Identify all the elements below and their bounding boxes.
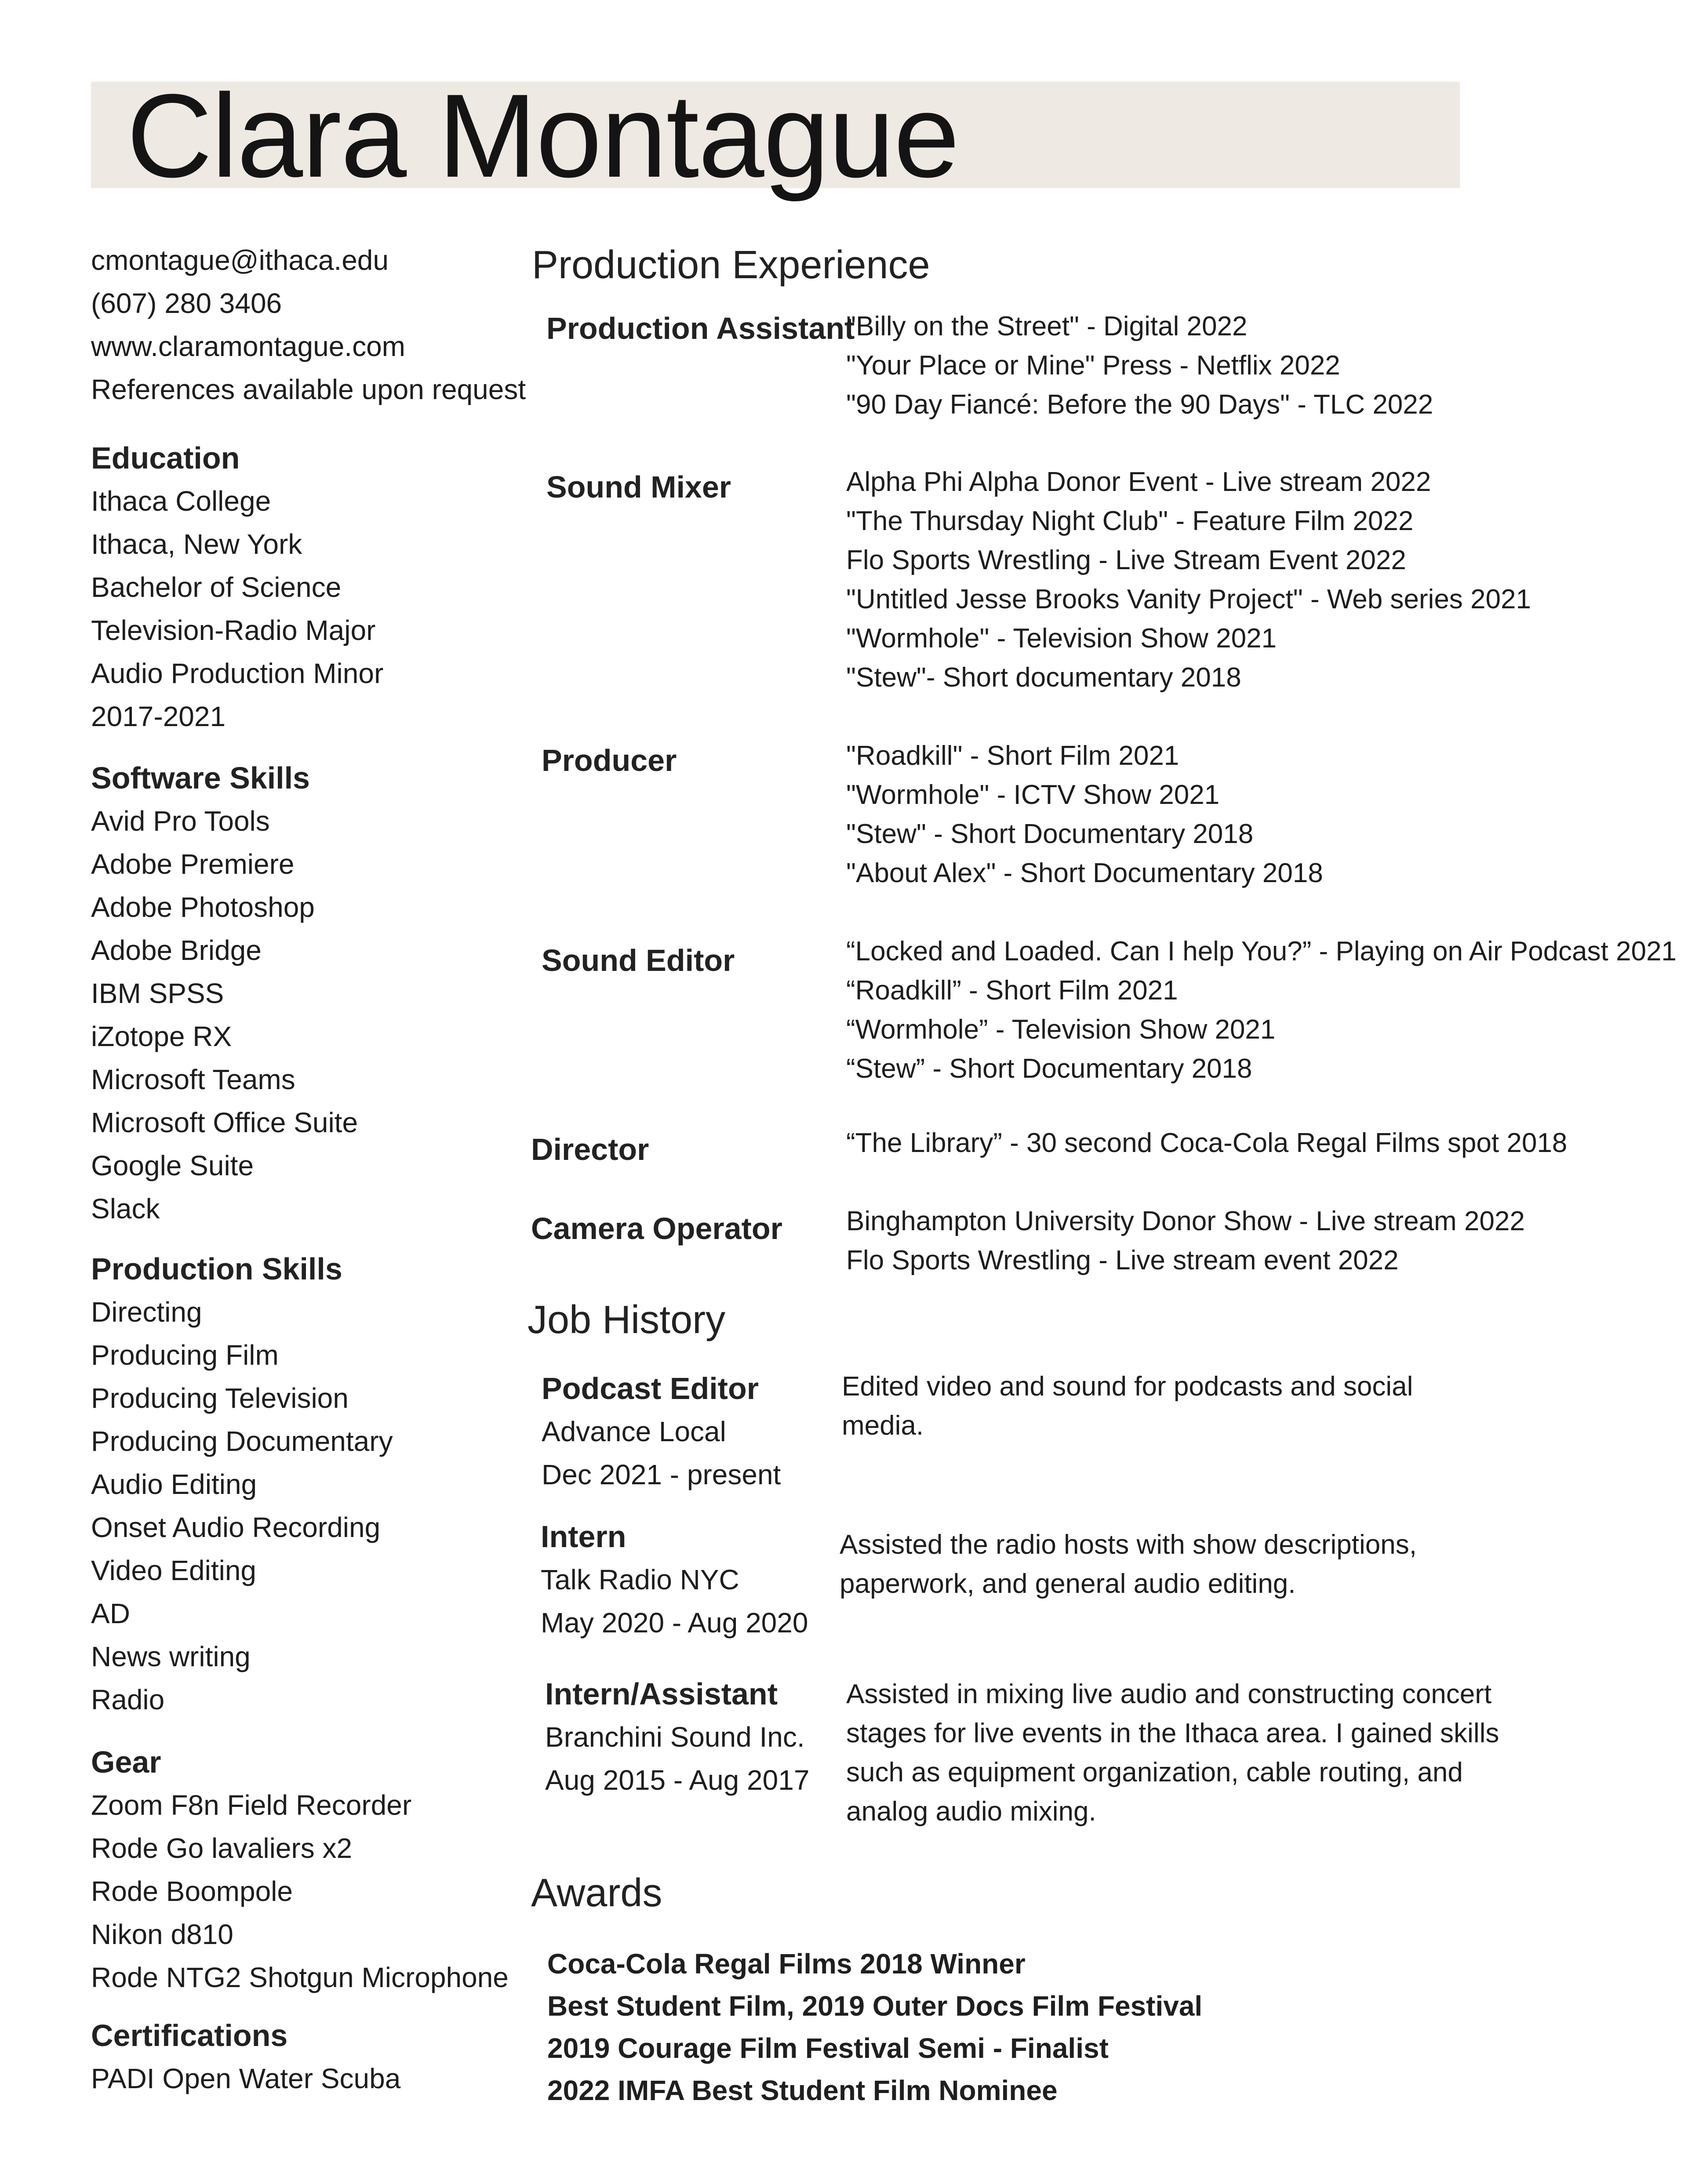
education-item: Bachelor of Science [91, 571, 342, 603]
credit-line: "The Thursday Night Club" - Feature Film 2022 [846, 506, 1414, 536]
awards-heading: Awards [531, 1871, 662, 1915]
production-skill: Radio [91, 1684, 165, 1715]
credit-line: "90 Day Fiancé: Before the 90 Days" - TLC 2022 [846, 389, 1433, 420]
job-title: Intern/Assistant [545, 1677, 778, 1711]
contact-phone: (607) 280 3406 [91, 287, 282, 319]
production-skill: Video Editing [91, 1555, 256, 1586]
software-skill: Google Suite [91, 1150, 254, 1181]
education-item: Ithaca, New York [91, 528, 302, 560]
role-credits [846, 1123, 1567, 1163]
job-title: Intern [541, 1519, 626, 1554]
credit-line: "Roadkill" - Short Film 2021 [846, 741, 1179, 771]
software-skill: IBM SPSS [91, 978, 224, 1009]
certification-item: PADI Open Water Scuba [91, 2063, 401, 2094]
job-description-line: Edited video and sound for podcasts and social [842, 1371, 1413, 1402]
award-item: 2019 Courage Film Festival Semi - Finalist [547, 2032, 1109, 2064]
job-description-line: Assisted the radio hosts with show descriptions, [840, 1530, 1417, 1560]
award-item: 2022 IMFA Best Student Film Nominee [547, 2075, 1058, 2106]
software-skill: Avid Pro Tools [91, 805, 270, 837]
role-credits [846, 1202, 1525, 1280]
credit-line: "Untitled Jesse Brooks Vanity Project" - Web series 2021 [846, 584, 1531, 614]
credit-line: Flo Sports Wrestling - Live Stream Event 2022 [846, 545, 1406, 575]
certifications-section [91, 2014, 400, 2100]
production-skills-heading: Production Skills [91, 1252, 342, 1286]
software-skill: Microsoft Office Suite [91, 1107, 358, 1138]
credit-line: "Wormhole" - ICTV Show 2021 [846, 780, 1220, 810]
role-credits [846, 307, 1433, 424]
credit-line: “Roadkill” - Short Film 2021 [846, 975, 1178, 1006]
production-skill: Producing Television [91, 1382, 349, 1414]
certifications-heading: Certifications [91, 2018, 288, 2053]
award-item: Coca-Cola Regal Films 2018 Winner [547, 1948, 1026, 1980]
education-item: Television-Radio Major [91, 614, 376, 646]
production-skill: News writing [91, 1641, 251, 1672]
job-history-heading: Job History [528, 1298, 726, 1342]
software-skill: Adobe Premiere [91, 848, 295, 880]
job-description [840, 1525, 1417, 1603]
job-dates: Aug 2015 - Aug 2017 [545, 1764, 810, 1796]
gear-item: Rode Boompole [91, 1875, 293, 1907]
award-item: Best Student Film, 2019 Outer Docs Film Festival [547, 1990, 1203, 2022]
production-skill: Producing Documentary [91, 1425, 393, 1457]
contact-website[interactable]: www.claramontague.com [91, 331, 405, 362]
role-title: Director [531, 1132, 649, 1166]
job-description [846, 1675, 1499, 1831]
credit-line: Alpha Phi Alpha Donor Event - Live stream 2022 [846, 467, 1431, 497]
job-description-line: stages for live events in the Ithaca area. I gained skills [846, 1718, 1499, 1748]
production-skills-section [91, 1247, 393, 1721]
role-title: Production Assistant [546, 311, 855, 345]
gear-heading: Gear [91, 1745, 161, 1779]
software-skill: Slack [91, 1193, 160, 1225]
production-skill: Producing Film [91, 1339, 279, 1371]
software-skills-heading: Software Skills [91, 761, 310, 795]
software-skill: Adobe Photoshop [91, 891, 315, 923]
credit-line: “Locked and Loaded. Can I help You?” - Playing on Air Podcast 2021 [846, 936, 1677, 967]
awards-list [547, 1943, 1202, 2111]
role-credits [846, 736, 1323, 893]
gear-item: Nikon d810 [91, 1919, 233, 1950]
role-title: Producer [542, 743, 677, 778]
job-entry [545, 1672, 809, 1802]
job-title: Podcast Editor [542, 1371, 759, 1406]
credit-line: "Wormhole" - Television Show 2021 [846, 623, 1277, 654]
production-skill: Directing [91, 1296, 202, 1328]
job-entry [542, 1367, 781, 1496]
job-description [842, 1367, 1413, 1445]
job-dates: Dec 2021 - present [542, 1459, 781, 1490]
credit-line: Binghampton University Donor Show - Live stream 2022 [846, 1206, 1525, 1236]
gear-section [91, 1741, 509, 1999]
production-skill: Audio Editing [91, 1468, 257, 1500]
job-description-line: analog audio mixing. [846, 1796, 1096, 1827]
education-section [91, 436, 383, 738]
role-credits [846, 932, 1677, 1088]
credit-line: "Your Place or Mine" Press - Netflix 2022 [846, 350, 1340, 381]
job-entry [541, 1515, 808, 1644]
role-title: Sound Editor [542, 943, 735, 978]
production-skill: AD [91, 1598, 130, 1629]
education-item: Audio Production Minor [91, 658, 384, 689]
gear-item: Rode Go lavaliers x2 [91, 1832, 353, 1864]
education-item: Ithaca College [91, 485, 271, 517]
production-skill: Onset Audio Recording [91, 1512, 381, 1543]
production-experience-heading: Production Experience [532, 243, 930, 287]
software-skill: Microsoft Teams [91, 1064, 295, 1095]
credit-line: "Billy on the Street" - Digital 2022 [846, 311, 1248, 342]
credit-line: "About Alex" - Short Documentary 2018 [846, 858, 1323, 888]
job-description-line: paperwork, and general audio editing. [840, 1569, 1296, 1599]
credit-line: “The Library” - 30 second Coca-Cola Regal Films spot 2018 [846, 1128, 1568, 1158]
job-company: Branchini Sound Inc. [545, 1721, 805, 1753]
job-dates: May 2020 - Aug 2020 [541, 1607, 808, 1639]
role-credits [846, 462, 1531, 697]
job-description-line: Assisted in mixing live audio and constructing concert [846, 1679, 1492, 1709]
education-item: 2017-2021 [91, 701, 226, 732]
credit-line: Flo Sports Wrestling - Live stream event 2022 [846, 1245, 1399, 1276]
role-title: Camera Operator [531, 1211, 782, 1246]
job-company: Advance Local [542, 1416, 726, 1447]
credit-line: "Stew" - Short Documentary 2018 [846, 819, 1254, 849]
role-title: Sound Mixer [546, 470, 731, 504]
contact-email[interactable]: cmontague@ithaca.edu [91, 244, 389, 276]
software-skill: iZotope RX [91, 1021, 232, 1052]
contact-references: References available upon request [91, 374, 526, 405]
job-company: Talk Radio NYC [541, 1564, 739, 1595]
credit-line: “Stew” - Short Documentary 2018 [846, 1054, 1252, 1084]
job-description-line: such as equipment organization, cable routing, and [846, 1757, 1463, 1788]
software-skills-section [91, 756, 358, 1230]
education-heading: Education [91, 441, 240, 475]
gear-item: Zoom F8n Field Recorder [91, 1789, 412, 1821]
gear-item: Rode NTG2 Shotgun Microphone [91, 1962, 509, 1993]
credit-line: “Wormhole” - Television Show 2021 [846, 1014, 1276, 1045]
contact-block [91, 239, 526, 411]
candidate-name: Clara Montague [127, 70, 959, 202]
software-skill: Adobe Bridge [91, 934, 262, 966]
job-description-line: media. [842, 1410, 924, 1441]
credit-line: "Stew"- Short documentary 2018 [846, 662, 1241, 693]
